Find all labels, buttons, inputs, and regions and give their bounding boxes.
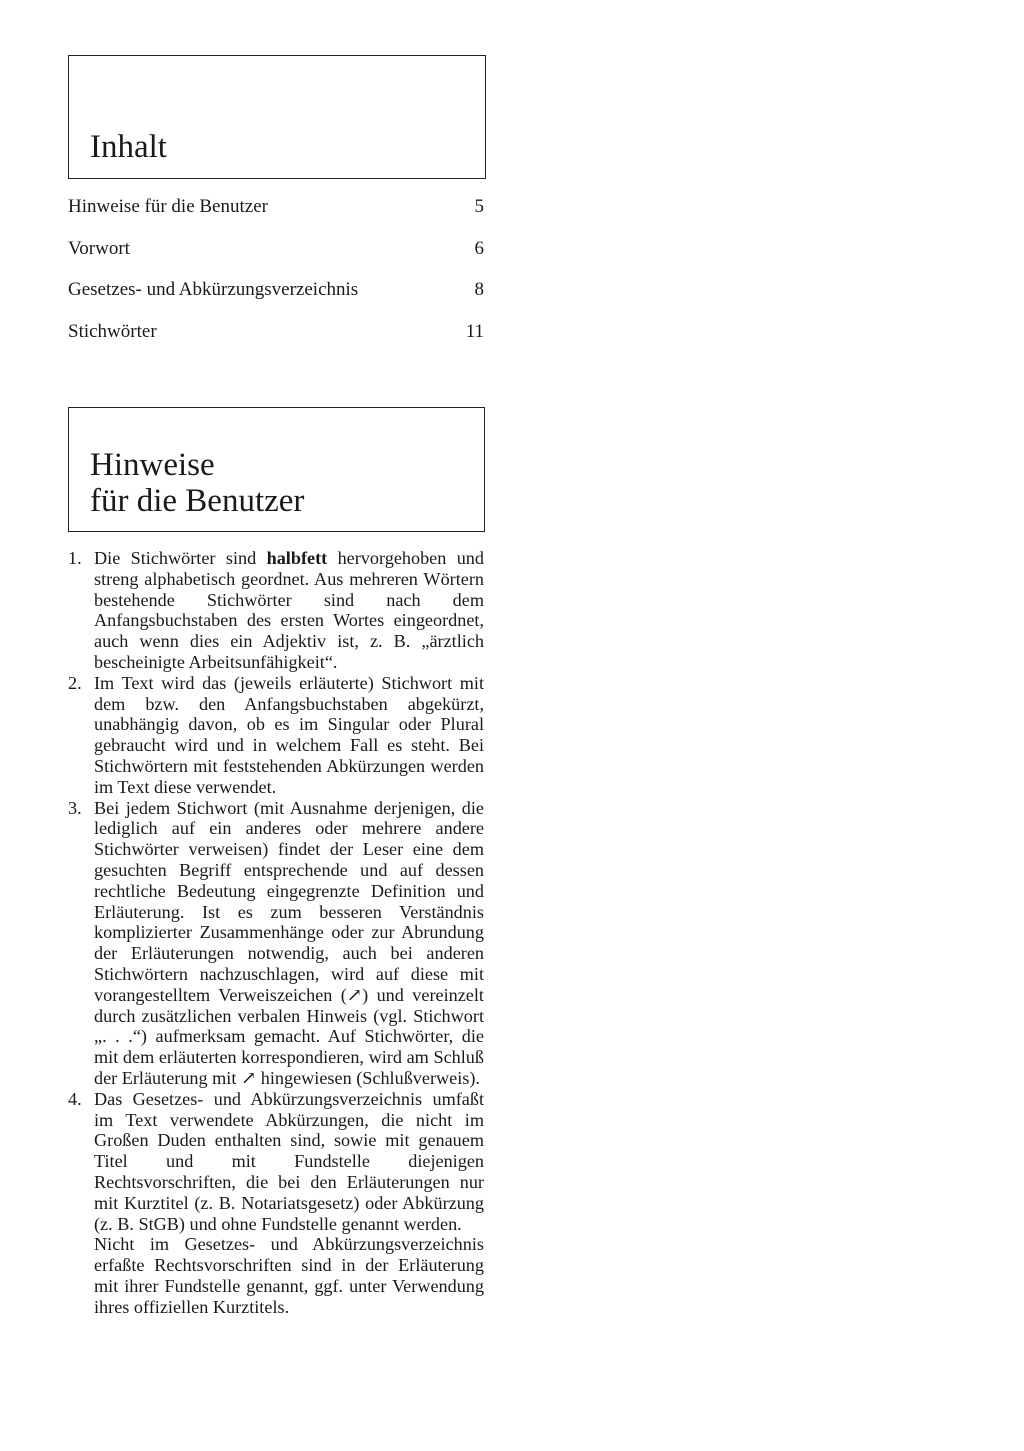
toc-entry-page: 11: [465, 320, 484, 342]
note-number: 3.: [68, 797, 82, 818]
toc-entry-page: 6: [474, 237, 484, 259]
note-item: [68, 673, 484, 798]
note-number: 4.: [68, 1088, 82, 1109]
contents-title-box: [68, 55, 486, 179]
note-number: 1.: [68, 548, 82, 568]
toc-entry-page: 8: [474, 279, 484, 300]
toc-entry-label: Hinweise für die Benutzer: [68, 196, 268, 217]
note-text: Das Gesetzes- und Abkürzungsverzeichnis umfaßt im Text verwendete Abkürzungen, die nicht im Großen Duden enthalten sind, sowie mit genauem Titel und mit Fundstelle diejenigen Rechtsvorschriften, die bei den Erläuterungen nur mit Kurztitel (z. B. Notariatsgesetz) oder Abkürzung (z. B. StGB) und ohne Fundstelle genannt werden. Nicht im Gesetzes- und Abkürzungsverzeichnis erfaßte Rechtsvorschriften sind in der Erläuterung mit ihrer Fundstelle genannt, ggf. unter Verwendung ihres offiziellen Kurztitels.: [94, 1088, 484, 1317]
toc-entry-page: 5: [474, 196, 484, 217]
note-text-continuation: Nicht im Gesetzes- und Abkürzungsverzeichnis erfaßte Rechtsvorschriften sind in der Erläuterung mit ihrer Fundstelle genannt, ggf. unter Verwendung ihres offiziellen Kurztitels.: [94, 1234, 484, 1317]
toc-entry[interactable]: [68, 318, 484, 360]
toc-entry-label: Stichwörter: [68, 320, 157, 342]
contents-title: Inhalt: [90, 129, 167, 165]
toc-entry-label: Vorwort: [68, 237, 130, 259]
hints-title: [90, 447, 450, 519]
note-text: Bei jedem Stichwort (mit Ausnahme derjenigen, die lediglich auf ein anderes oder mehrere andere Stichwörter verweisen) findet der Leser eine dem gesuchten Begriff entsprechende und auf dessen rechtliche Bedeutung eingegrenzte Definition und Erläuterung. Ist es zum besseren Verständnis komplizierter Zusammenhänge oder zur Abrundung der Erläuterungen notwendig, auch bei anderen Stichwörtern nachzuschlagen, wird auf diese mit vorangestelltem Verweiszeichen (↗) und vereinzelt durch zusätzlichen verbalen Hinweis (vgl. Stichwort „. . .“) aufmerksam gemacht. Auf Stichwörter, die mit dem erläuterten korrespondieren, wird am Schluß der Erläuterung mit ↗ hingewiesen (Schlußverweis).: [94, 797, 484, 1088]
note-item: [68, 1089, 484, 1318]
user-notes-list: [68, 548, 484, 1317]
bold-term: halbfett: [266, 548, 328, 568]
note-item: [68, 548, 484, 673]
toc-entry-label: Gesetzes- und Abkürzungsverzeichnis: [68, 279, 359, 300]
hints-title-box: [68, 407, 485, 532]
hints-title-line-2: für die Benutzer: [90, 483, 305, 519]
toc-entry[interactable]: [68, 235, 484, 277]
note-number: 2.: [68, 672, 82, 693]
note-text: Im Text wird das (jeweils erläuterte) Stichwort mit dem bzw. den Anfangsbuchstaben abgekürzt, unabhängig davon, ob es im Singular oder Plural gebraucht wird und in welchem Fall es steht. Bei Stichwörtern mit feststehenden Abkürzungen werden im Text diese verwendet.: [94, 672, 484, 797]
hints-title-line-1: Hinweise: [90, 447, 215, 483]
note-text: Die Stichwörter sind halbfett hervorgehoben und streng alphabetisch geordnet. Aus mehreren Wörtern bestehende Stichwörter sind nach dem Anfangsbuchstaben des ersten Wortes eingeordnet, auch wenn dies ein Adjektiv ist, z. B. „ärztlich bescheinigte Arbeitsunfähigkeit“.: [94, 548, 484, 672]
toc-entry[interactable]: [68, 276, 484, 318]
note-item: [68, 798, 484, 1089]
toc-entry[interactable]: [68, 193, 484, 235]
table-of-contents: [68, 193, 484, 359]
